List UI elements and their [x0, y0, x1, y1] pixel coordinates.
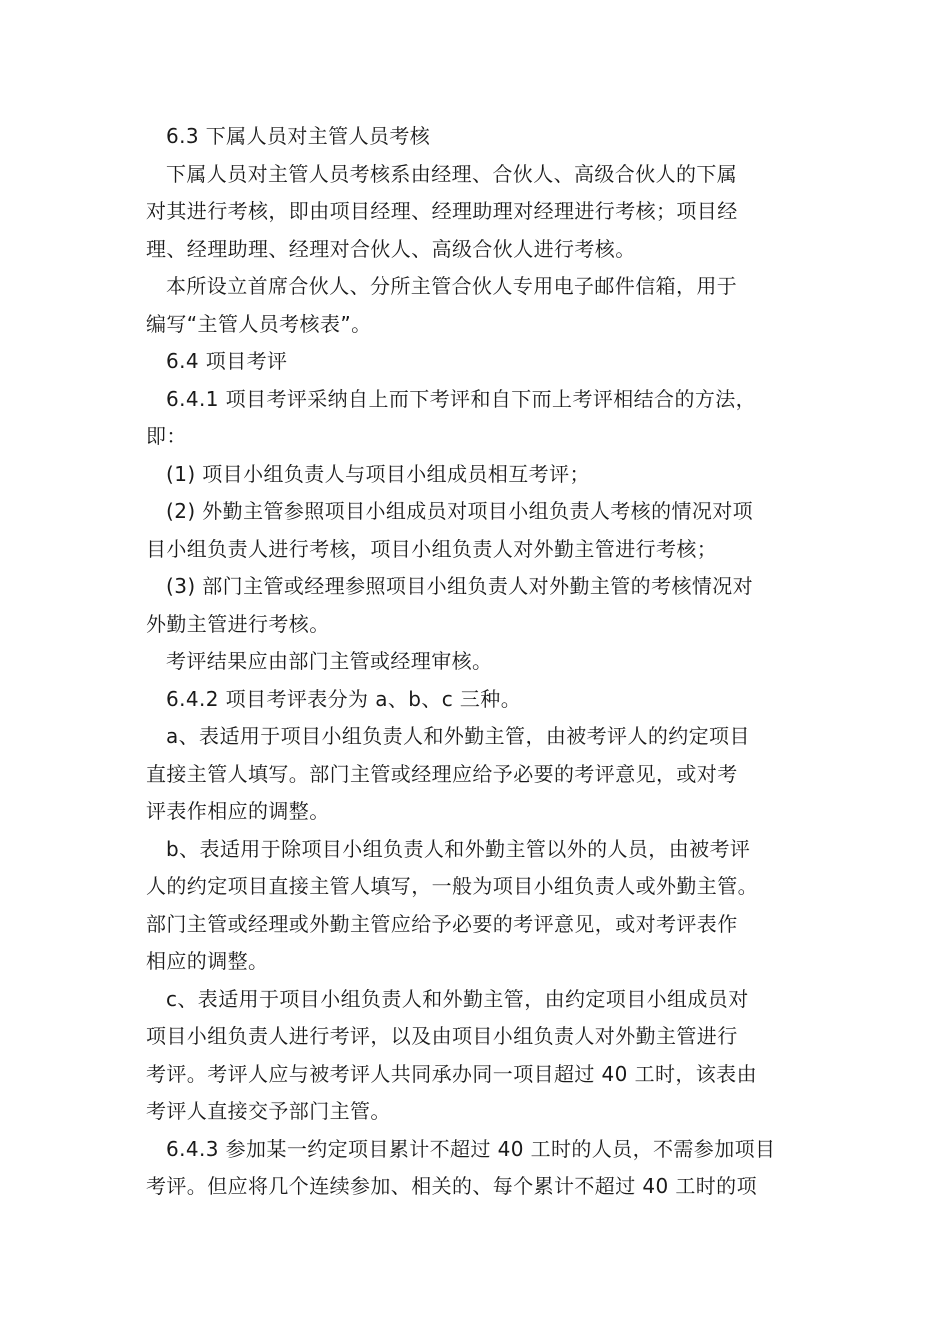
text-line: 外勤主管进行考核。 — [146, 611, 330, 636]
text-line: 部门主管或经理或外勤主管应给予必要的考评意见，或对考评表作 — [146, 911, 738, 936]
text-line: 编写“主管人员考核表”。 — [146, 311, 372, 336]
paragraph-form-a — [146, 718, 810, 831]
text-line: 相应的调整。 — [146, 949, 269, 973]
text-line: 考评。考评人应与被考评人共同承办同一项目超过 40 工时，该表由 — [146, 1061, 757, 1086]
text-line: 评表作相应的调整。 — [146, 799, 330, 823]
paragraph-form-b — [146, 831, 810, 981]
text-line: 6.4.3 参加某一约定项目累计不超过 40 工时的人员，不需参加项目 — [166, 1136, 776, 1161]
text-line: c、表适用于项目小组负责人和外勤主管，由约定项目小组成员对 — [166, 986, 749, 1011]
text-line: 6.4.2 项目考评表分为 a、b、c 三种。 — [166, 686, 522, 711]
paragraph-form-c — [146, 981, 810, 1131]
paragraph-review — [146, 643, 810, 681]
paragraph-6-4-3 — [146, 1131, 810, 1206]
text-line: a、表适用于项目小组负责人和外勤主管，由被考评人的约定项目 — [166, 724, 750, 748]
document-body — [146, 118, 810, 1206]
text-line: 即： — [146, 424, 187, 448]
text-line: 考评结果应由部门主管或经理审核。 — [166, 649, 493, 673]
paragraph-6-3-body — [146, 156, 810, 269]
list-item-2 — [146, 493, 810, 568]
text-line: 对其进行考核，即由项目经理、经理助理对经理进行考核；项目经 — [146, 199, 738, 223]
text-line: 6.4.1 项目考评采纳自上而下考评和自下而上考评相结合的方法， — [166, 386, 757, 411]
paragraph-6-4-1 — [146, 381, 810, 456]
section-heading-6-3 — [146, 118, 810, 156]
text-line: b、表适用于除项目小组负责人和外勤主管以外的人员，由被考评 — [166, 836, 751, 861]
text-line: 下属人员对主管人员考核系由经理、合伙人、高级合伙人的下属 — [166, 161, 738, 186]
paragraph-email — [146, 268, 810, 343]
text-line: 理、经理助理、经理对合伙人、高级合伙人进行考核。 — [146, 236, 636, 261]
text-line: (1) 项目小组负责人与项目小组成员相互考评； — [166, 461, 590, 486]
text-line: (2) 外勤主管参照项目小组成员对项目小组负责人考核的情况对项 — [166, 499, 754, 523]
list-item-1 — [146, 456, 810, 494]
text-line: 直接主管人填写。部门主管或经理应给予必要的考评意见，或对考 — [146, 761, 738, 786]
text-line: 考评人直接交予部门主管。 — [146, 1099, 391, 1123]
text-line: (3) 部门主管或经理参照项目小组负责人对外勤主管的考核情况对 — [166, 574, 754, 598]
text-line: 项目小组负责人进行考评，以及由项目小组负责人对外勤主管进行 — [146, 1024, 738, 1048]
text-line: 人的约定项目直接主管人填写，一般为项目小组负责人或外勤主管。 — [146, 874, 758, 898]
text-line: 6.3 下属人员对主管人员考核 — [166, 124, 431, 148]
section-heading-6-4 — [146, 343, 810, 381]
list-item-3 — [146, 568, 810, 643]
text-line: 6.4 项目考评 — [166, 349, 288, 373]
paragraph-6-4-2 — [146, 681, 810, 719]
text-line: 本所设立首席合伙人、分所主管合伙人专用电子邮件信箱，用于 — [166, 274, 738, 298]
text-line: 考评。但应将几个连续参加、相关的、每个累计不超过 40 工时的项 — [146, 1174, 757, 1198]
text-line: 目小组负责人进行考核，项目小组负责人对外勤主管进行考核； — [146, 536, 718, 561]
